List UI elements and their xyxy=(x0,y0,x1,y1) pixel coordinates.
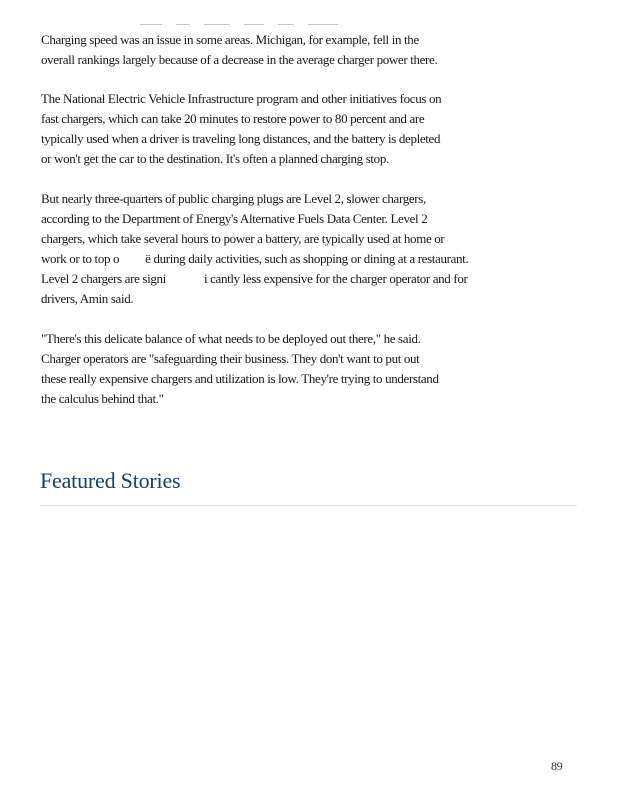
text-fragment: work or to top o xyxy=(41,251,120,266)
text-line: or won't get the car to the destination. It's often a planned charging stop. xyxy=(41,151,389,166)
text-line: the calculus behind that." xyxy=(41,391,164,406)
broken-ligature-glyph: ë xyxy=(145,251,151,266)
text-line: The National Electric Vehicle Infrastructure program and other initiatives focus on xyxy=(41,91,442,106)
broken-ligature-glyph: i xyxy=(203,271,208,286)
text-fragment: during daily activities, such as shopping or dining at a restaurant. xyxy=(150,251,469,266)
article-paragraph-3 xyxy=(41,189,481,309)
text-line: overall rankings largely because of a decrease in the average charger power there. xyxy=(41,52,438,67)
featured-stories-heading: Featured Stories xyxy=(40,468,181,493)
text-line xyxy=(41,269,481,289)
text-line: according to the Department of Energy's Alternative Fuels Data Center. Level 2 xyxy=(41,211,428,226)
text-line: Charging speed was an issue in some areas. Michigan, for example, fell in the xyxy=(41,32,419,47)
article-paragraph-1 xyxy=(41,30,481,70)
section-divider xyxy=(40,505,577,506)
text-line: "There's this delicate balance of what needs to be deployed out there," he said. xyxy=(41,331,421,346)
text-line: chargers, which take several hours to power a battery, are typically used at home or xyxy=(41,231,445,246)
text-line: Charger operators are "safeguarding their business. They don't want to put out xyxy=(41,351,420,366)
text-fragment: cantly less expensive for the charger operator and for xyxy=(207,271,468,286)
text-line: drivers, Amin said. xyxy=(41,291,134,306)
article-paragraph-2 xyxy=(41,89,481,169)
text-line: But nearly three-quarters of public charging plugs are Level 2, slower chargers, xyxy=(41,191,426,206)
text-line: fast chargers, which can take 20 minutes to restore power to 80 percent and are xyxy=(41,111,425,126)
text-line: typically used when a driver is traveling long distances, and the battery is depleted xyxy=(41,131,441,146)
text-line: these really expensive chargers and utilization is low. They're trying to understand xyxy=(41,371,439,386)
cutoff-text-remnant xyxy=(140,24,370,27)
article-paragraph-4 xyxy=(41,329,481,409)
text-line xyxy=(41,249,481,269)
text-fragment: Level 2 chargers are signi xyxy=(41,271,166,286)
page-number: 89 xyxy=(551,759,563,773)
